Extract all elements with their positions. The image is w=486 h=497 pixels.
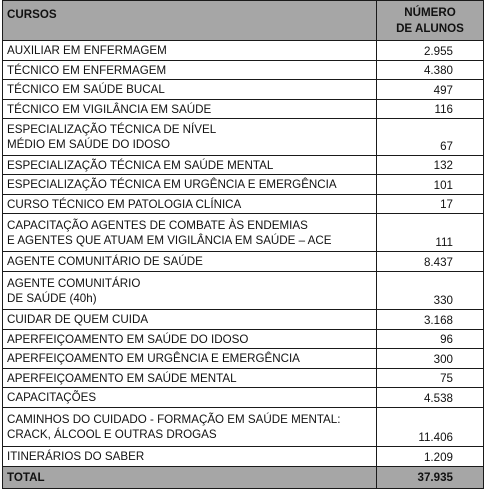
student-count: 3.168 (377, 310, 484, 330)
course-name (3, 272, 377, 310)
course-name (3, 119, 377, 156)
student-count: 11.406 (377, 408, 484, 447)
course-name-line: APERFEIÇOAMENTO EM URGÊNCIA E EMERGÊNCIA (7, 352, 300, 365)
table-row (3, 119, 484, 156)
student-count: 111 (377, 214, 484, 252)
course-name-line: TÉCNICO EM VIGILÂNCIA EM SAÚDE (7, 102, 212, 116)
course-name (3, 447, 377, 467)
course-name (3, 252, 377, 272)
student-count: 96 (377, 330, 484, 349)
course-name (3, 61, 377, 80)
header-number-line2: DE ALUNOS (396, 21, 464, 35)
header-number-of-students (377, 1, 484, 41)
table-header-row (3, 1, 484, 41)
course-name (3, 80, 377, 100)
course-name-line: TÉCNICO EM ENFERMAGEM (7, 63, 167, 77)
course-name-line: APERFEIÇOAMENTO EM SAÚDE MENTAL (7, 371, 237, 385)
student-count: 132 (377, 156, 484, 175)
course-name-line: E AGENTES QUE ATUAM EM VIGILÂNCIA EM SAÚDE – ACE (7, 233, 332, 247)
course-name-line: AGENTE COMUNITÁRIO (7, 276, 141, 290)
course-name-line: AGENTE COMUNITÁRIO DE SAÚDE (7, 255, 203, 268)
course-name (3, 100, 377, 119)
student-count: 116 (377, 100, 484, 119)
course-name-line: DE SAÚDE (40h) (7, 291, 97, 305)
table-row (3, 156, 484, 175)
table-row (3, 272, 484, 310)
student-count: 2.955 (377, 41, 484, 61)
student-count: 4.538 (377, 388, 484, 408)
course-name-line: ITINERÁRIOS DO SABER (7, 450, 145, 463)
course-name-line: ESPECIALIZAÇÃO TÉCNICA EM SAÚDE MENTAL (7, 158, 274, 172)
course-name (3, 369, 377, 388)
course-name (3, 214, 377, 252)
course-name (3, 195, 377, 214)
student-count: 330 (377, 272, 484, 310)
table-row (3, 214, 484, 252)
table-row (3, 310, 484, 330)
course-name (3, 41, 377, 61)
course-name (3, 310, 377, 330)
course-name-line: AUXILIAR EM ENFERMAGEM (7, 44, 167, 57)
course-name-line: CRACK, ÁLCOOL E OUTRAS DROGAS (7, 428, 217, 441)
student-count: 1.209 (377, 447, 484, 467)
student-count: 17 (377, 195, 484, 214)
student-count: 8.437 (377, 252, 484, 272)
course-name (3, 349, 377, 369)
course-name-line: CAPACITAÇÕES (7, 391, 97, 404)
course-name-line: CUIDAR DE QUEM CUIDA (7, 313, 149, 326)
student-count: 300 (377, 349, 484, 369)
total-row (3, 467, 484, 489)
student-count: 497 (377, 80, 484, 100)
table-row (3, 349, 484, 369)
course-name-line: ESPECIALIZAÇÃO TÉCNICA EM URGÊNCIA E EMERGÊNCIA (7, 178, 337, 191)
table-row (3, 41, 484, 61)
courses-table-body (3, 1, 484, 489)
header-courses: CURSOS (3, 1, 377, 41)
total-label: TOTAL (3, 467, 377, 489)
table-row (3, 61, 484, 80)
table-row (3, 175, 484, 195)
course-name-line: CAPACITAÇÃO AGENTES DE COMBATE ÀS ENDEMIAS (7, 218, 308, 232)
table-row (3, 447, 484, 467)
courses-table (2, 0, 484, 489)
table-row (3, 330, 484, 349)
total-value: 37.935 (377, 467, 484, 489)
course-name-line: CURSO TÉCNICO EM PATOLOGIA CLÍNICA (7, 197, 242, 211)
course-name (3, 408, 377, 447)
table-row (3, 369, 484, 388)
table-row (3, 388, 484, 408)
table-row (3, 195, 484, 214)
course-name-line: ESPECIALIZAÇÃO TÉCNICA DE NÍVEL (7, 123, 217, 136)
course-name (3, 330, 377, 349)
table-row (3, 252, 484, 272)
student-count: 75 (377, 369, 484, 388)
course-name (3, 175, 377, 195)
student-count: 67 (377, 119, 484, 156)
course-name (3, 156, 377, 175)
course-name-line: TÉCNICO EM SAÚDE BUCAL (7, 83, 165, 96)
student-count: 4.380 (377, 61, 484, 80)
student-count: 101 (377, 175, 484, 195)
table-row (3, 100, 484, 119)
table-row (3, 80, 484, 100)
course-name (3, 388, 377, 408)
course-name-line: APERFEIÇOAMENTO EM SAÚDE DO IDOSO (7, 332, 249, 346)
table-row (3, 408, 484, 447)
header-number-line1: NÚMERO (404, 5, 456, 19)
course-name-line: CAMINHOS DO CUIDADO - FORMAÇÃO EM SAÚDE MENTAL: (7, 413, 341, 426)
course-name-line: MÉDIO EM SAÚDE DO IDOSO (7, 138, 170, 151)
